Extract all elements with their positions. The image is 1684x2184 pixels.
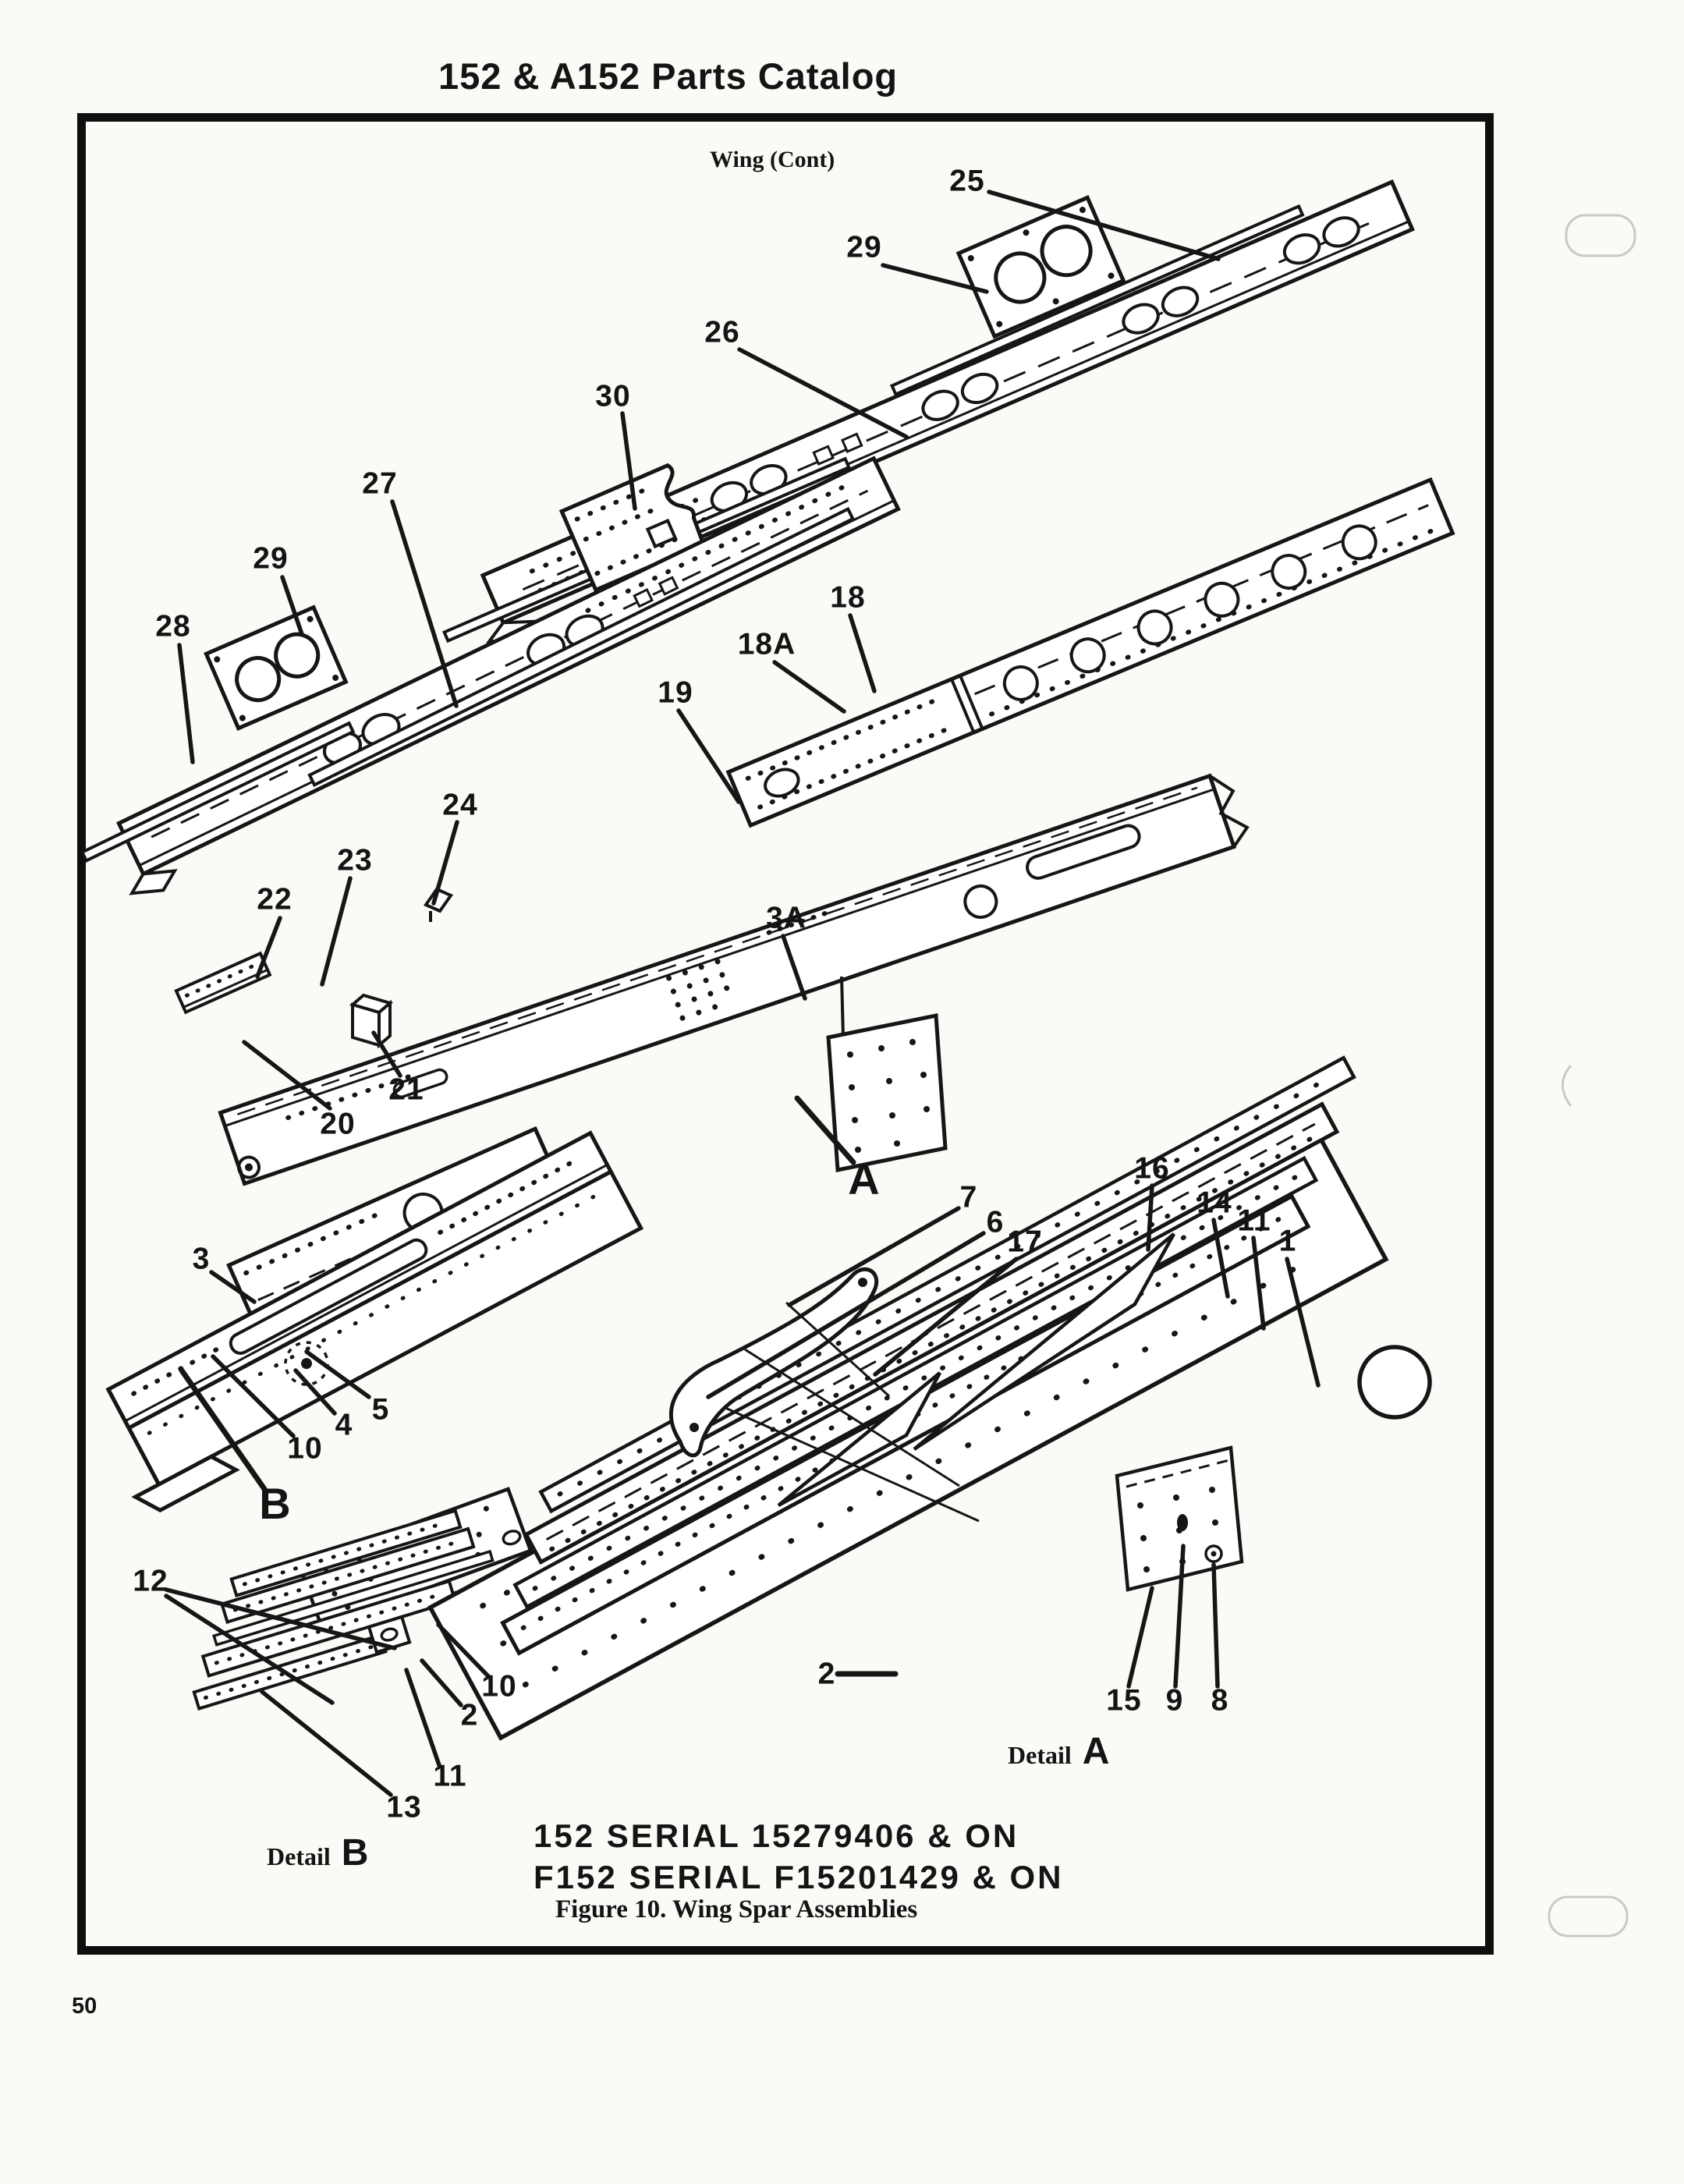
callout-10-beam: 10	[287, 1431, 323, 1466]
front-spar-beam	[85, 1133, 652, 1518]
callout-28: 28	[155, 609, 191, 644]
figure-caption: Figure 10. Wing Spar Assemblies	[555, 1895, 918, 1923]
callout-12: 12	[133, 1564, 168, 1598]
spar-doubler-plate-A	[828, 1016, 945, 1170]
callout-11-right: 11	[1237, 1204, 1271, 1238]
detail-b-label	[267, 1831, 368, 1874]
figure-heading: Wing (Cont)	[710, 147, 835, 172]
detail-a-word: Detail	[1008, 1741, 1072, 1769]
callout-18: 18	[830, 580, 866, 615]
detail-b-letter: B	[341, 1832, 369, 1874]
aux-spar-channel	[82, 459, 908, 903]
callout-25: 25	[949, 164, 985, 198]
callout-24: 24	[442, 788, 478, 822]
callout-16: 16	[1134, 1151, 1170, 1186]
detail-b-word: Detail	[267, 1842, 331, 1870]
rivet-9	[1177, 1514, 1188, 1531]
callout-14: 14	[1197, 1186, 1232, 1220]
callout-30: 30	[595, 379, 631, 413]
callout-27: 27	[362, 466, 398, 501]
callout-22: 22	[257, 882, 292, 916]
nut-8	[1206, 1546, 1221, 1562]
callout-2-detail-b: 2	[460, 1698, 479, 1732]
callout-5: 5	[371, 1392, 390, 1427]
doubler-plate-29-left	[206, 608, 346, 729]
callout-8: 8	[1211, 1683, 1229, 1718]
page-title: 152 & A152 Parts Catalog	[438, 55, 899, 97]
spar-channel-22	[176, 953, 270, 1012]
callout-10-detail-b: 10	[481, 1669, 517, 1704]
callout-17: 17	[1007, 1225, 1043, 1259]
callout-detail-b-ref: B	[259, 1479, 292, 1528]
callout-7: 7	[959, 1180, 978, 1214]
binder-mark-bottom	[1549, 1897, 1627, 1936]
callout-15: 15	[1106, 1683, 1142, 1718]
spar-lightening-hole	[1360, 1347, 1430, 1417]
callout-3: 3	[192, 1242, 211, 1276]
callout-26: 26	[704, 315, 740, 349]
callout-19: 19	[658, 675, 693, 710]
callout-23: 23	[337, 843, 373, 878]
callout-2-spar-web: 2	[817, 1657, 836, 1691]
callout-4: 4	[335, 1408, 353, 1442]
callout-20: 20	[320, 1107, 356, 1141]
binder-mark-middle	[1563, 1065, 1572, 1106]
callout-29-left: 29	[253, 541, 289, 576]
callout-18A: 18A	[737, 627, 796, 661]
detail-a-label	[1008, 1730, 1109, 1773]
callout-9: 9	[1165, 1683, 1184, 1718]
page-number: 50	[72, 1994, 97, 2019]
serial-line-1: 152 SERIAL 15279406 & ON	[534, 1817, 1019, 1854]
binder-marks	[1549, 215, 1635, 1936]
callout-29-upper: 29	[846, 230, 882, 264]
callout-6: 6	[986, 1205, 1005, 1239]
binder-mark-top	[1566, 215, 1635, 256]
callout-3A: 3A	[766, 901, 807, 935]
callout-1: 1	[1278, 1224, 1297, 1258]
callout-13: 13	[386, 1790, 422, 1824]
callout-21: 21	[388, 1072, 424, 1107]
spacer-block-21	[353, 995, 390, 1045]
callout-11-detail-b: 11	[433, 1759, 467, 1793]
callout-detail-a-ref: A	[848, 1154, 881, 1204]
detail-a-letter: A	[1082, 1731, 1110, 1772]
serial-line-2: F152 SERIAL F15201429 & ON	[534, 1859, 1064, 1895]
